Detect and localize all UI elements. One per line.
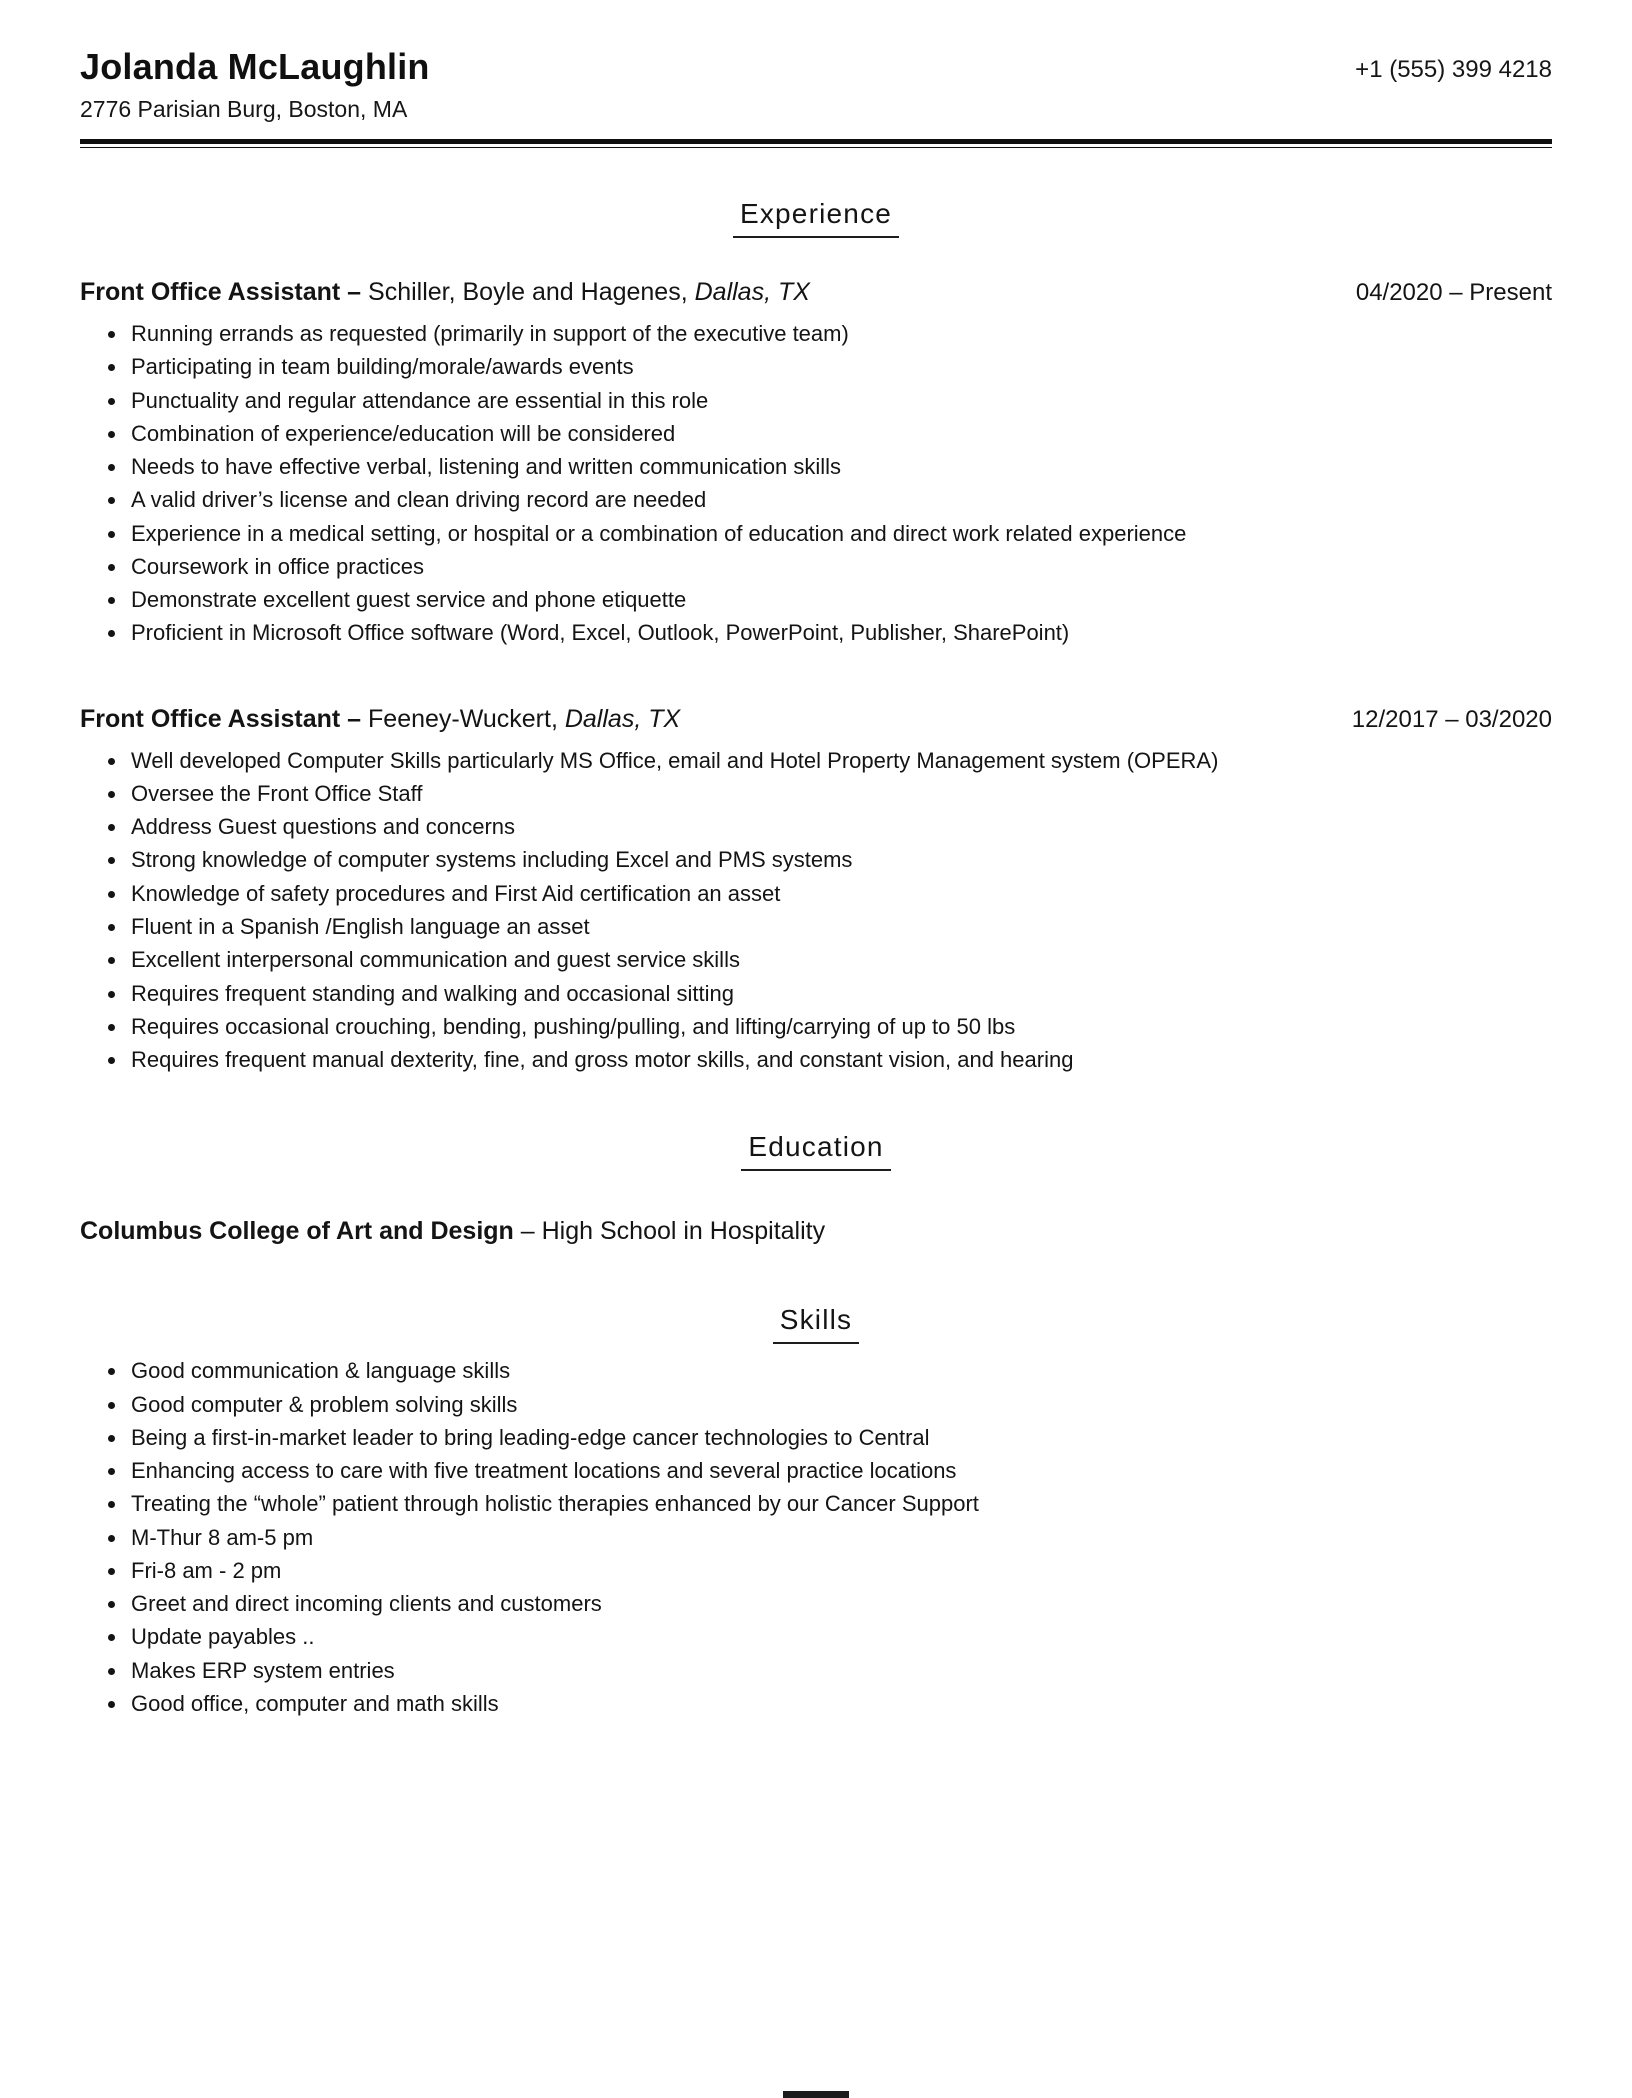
education-section <box>80 1217 1552 1246</box>
job-title-line <box>80 278 810 307</box>
bullet-item: • Greet and direct incoming clients and customers <box>128 1590 1552 1617</box>
job-header <box>80 278 1552 307</box>
job-company: Schiller, Boyle and Hagenes, <box>368 278 695 306</box>
bullet-item: • Oversee the Front Office Staff <box>128 780 1552 807</box>
job-location: Dallas, TX <box>564 704 681 733</box>
job-dates: 04/2020 – Present <box>1355 279 1552 306</box>
bullet-item: • Experience in a medical setting, or hospital or a combination of education and direct work related experience <box>128 520 1552 547</box>
section-heading-skills <box>80 1304 1552 1344</box>
job-dates: 12/2017 – 03/2020 <box>1351 705 1552 733</box>
bullet-item: • M-Thur 8 am-5 pm <box>128 1524 1552 1551</box>
bullet-item: • Requires occasional crouching, bending, pushing/pulling, and lifting/carrying of up to 50 lbs <box>128 1013 1552 1040</box>
page-bottom-mark <box>783 2091 849 2098</box>
bullet-item: • Strong knowledge of computer systems including Excel and PMS systems <box>128 846 1552 873</box>
bullet-item: • Combination of experience/education will be considered <box>128 420 1552 447</box>
section-title-skills: Skills <box>773 1304 860 1344</box>
bullet-item: • Well developed Computer Skills particularly MS Office, email and Hotel Property Management system (OPERA) <box>128 747 1552 774</box>
bullet-item: • Demonstrate excellent guest service and phone etiquette <box>128 586 1552 613</box>
bullet-item: • Makes ERP system entries <box>128 1657 1552 1684</box>
bullet-item: • Knowledge of safety procedures and First Aid certification an asset <box>128 880 1552 907</box>
bullet-item: • Excellent interpersonal communication and guest service skills <box>128 946 1552 973</box>
bullet-item: • Fri-8 am - 2 pm <box>128 1557 1552 1584</box>
candidate-address: 2776 Parisian Burg, Boston, MA <box>80 96 408 122</box>
bullet-item: • Proficient in Microsoft Office software (Word, Excel, Outlook, PowerPoint, Publisher, SharePoint) <box>128 619 1552 646</box>
candidate-phone: +1 (555) 399 4218 <box>1355 56 1552 83</box>
bullet-item: • Requires frequent standing and walking and occasional sitting <box>128 980 1552 1007</box>
bullet-item: • Needs to have effective verbal, listening and written communication skills <box>128 453 1552 480</box>
bullet-item: • Treating the “whole” patient through holistic therapies enhanced by our Cancer Support <box>128 1490 1552 1517</box>
job-bullet-list <box>80 747 1552 1074</box>
bullet-item: • Fluent in a Spanish /English language an asset <box>128 913 1552 940</box>
section-title-education: Education <box>741 1131 890 1171</box>
job-title-line <box>80 705 680 734</box>
job-role: Front Office Assistant – <box>80 704 369 733</box>
education-entry <box>80 1217 1552 1246</box>
job-bullet-list <box>80 320 1552 647</box>
resume-header <box>80 46 1552 123</box>
section-title-experience: Experience <box>733 198 899 238</box>
section-heading-experience <box>80 198 1552 238</box>
bullet-item: • Punctuality and regular attendance are essential in this role <box>128 387 1552 414</box>
header-identity <box>80 46 430 123</box>
section-heading-education <box>80 1131 1552 1171</box>
skills-bullet-list <box>80 1357 1552 1717</box>
bullet-item: • Address Guest questions and concerns <box>128 813 1552 840</box>
school-name: Columbus College of Art and Design <box>80 1217 514 1246</box>
bullet-item: • A valid driver’s license and clean driving record are needed <box>128 486 1552 513</box>
bullet-item: • Being a first-in-market leader to bring leading-edge cancer technologies to Central <box>128 1424 1552 1451</box>
experience-section <box>80 278 1552 1073</box>
job-company: Feeney-Wuckert, <box>368 704 565 733</box>
job-location: Dallas, TX <box>694 278 810 306</box>
header-divider <box>80 139 1552 148</box>
candidate-name: Jolanda McLaughlin <box>80 46 430 87</box>
bullet-item: • Good office, computer and math skills <box>128 1690 1552 1717</box>
job-role: Front Office Assistant – <box>80 278 369 306</box>
bullet-item: • Running errands as requested (primarily in support of the executive team) <box>128 320 1552 347</box>
job-entry-2 <box>80 705 1552 1074</box>
bullet-item: • Update payables .. <box>128 1623 1552 1650</box>
degree-detail: – High School in Hospitality <box>513 1217 826 1246</box>
bullet-item: • Good communication & language skills <box>128 1357 1552 1384</box>
bullet-item: • Enhancing access to care with five treatment locations and several practice locations <box>128 1457 1552 1484</box>
bullet-item: • Coursework in office practices <box>128 553 1552 580</box>
job-header <box>80 705 1552 734</box>
job-entry-1 <box>80 278 1552 647</box>
bullet-item: • Good computer & problem solving skills <box>128 1391 1552 1418</box>
bullet-item: • Requires frequent manual dexterity, fine, and gross motor skills, and constant vision, and hearing <box>128 1046 1552 1073</box>
skills-section <box>80 1357 1552 1717</box>
bullet-item: • Participating in team building/morale/awards events <box>128 353 1552 380</box>
